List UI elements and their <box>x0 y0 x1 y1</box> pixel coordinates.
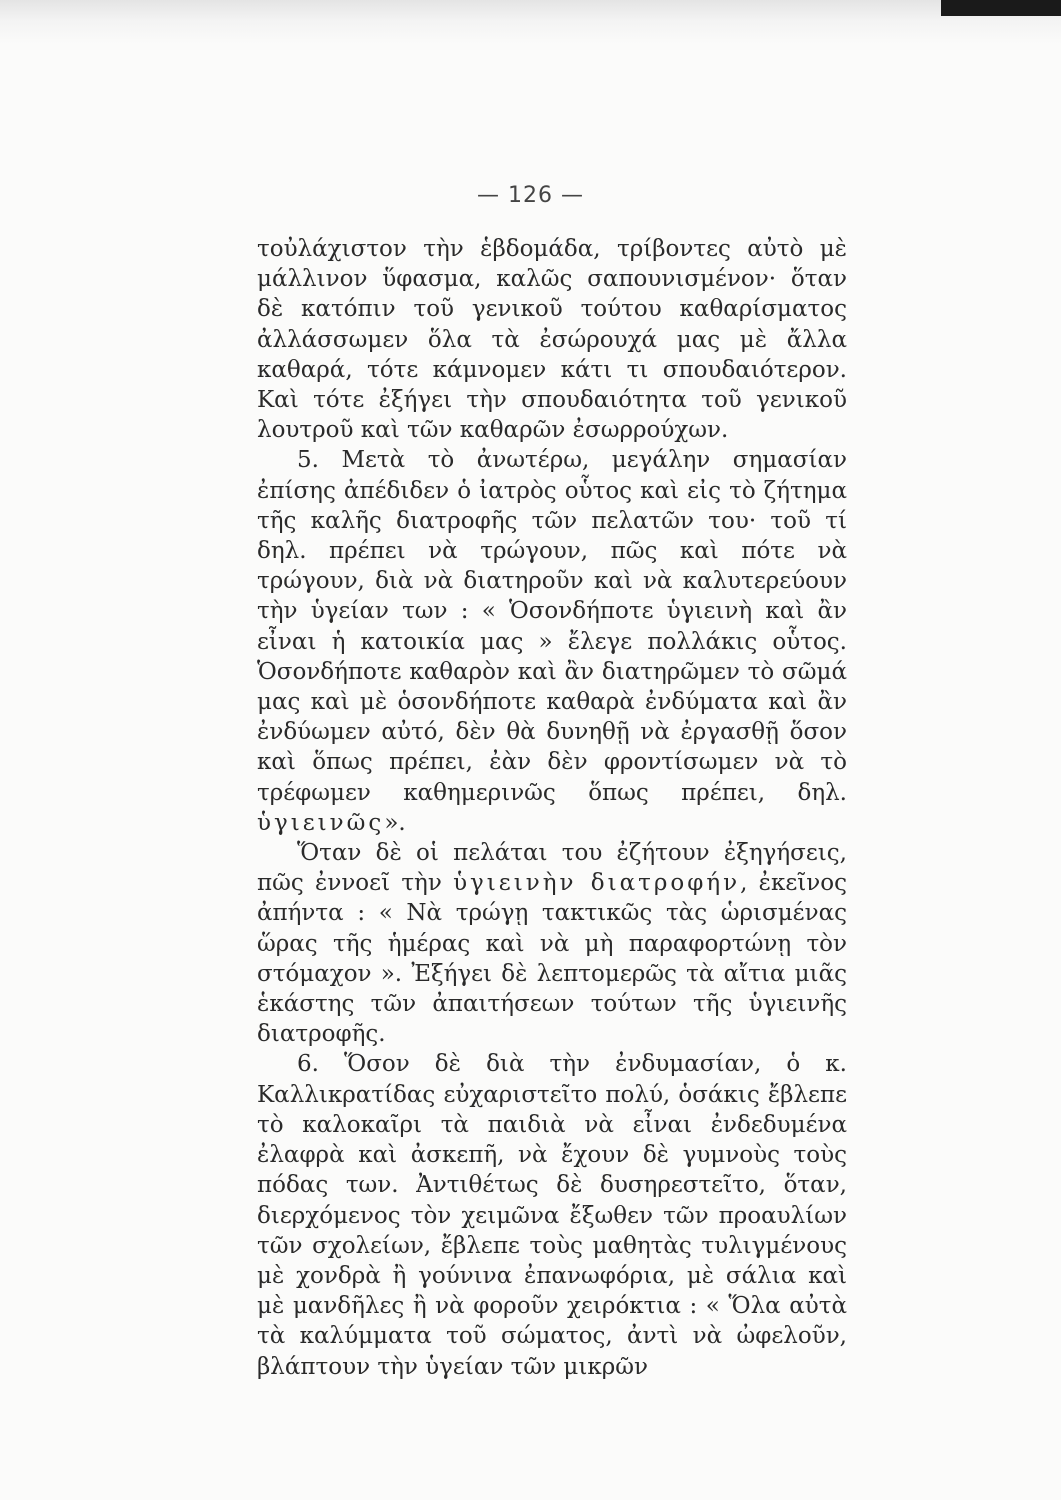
paragraph-1: τοὐλάχιστον τὴν ἑβδομάδα, τρίβοντες αὐτὸ μὲ μάλλινον ὕφασμα, καλῶς σαπουνισμένον· ὅταν δὲ κατόπιν τοῦ γενικοῦ τούτου καθαρίσματος ἀλλάσσωμεν ὅλα τὰ ἐσώρουχά μας μὲ ἄλλα καθαρά, τότε κάμνομεν κάτι τι σπουδαιότερον. Καὶ τότε ἐξήγει τὴν σπουδαιότητα τοῦ γενικοῦ λουτροῦ καὶ τῶν καθαρῶν ἐσωρρούχων. <box>257 236 847 444</box>
paragraph-3 <box>257 838 847 1049</box>
paragraph-2-part-3: ». <box>384 809 406 836</box>
emphasis-spaced-diet: ὑγιεινὴν διατροφήν <box>453 870 741 897</box>
paragraph-4: 6. Ὅσον δὲ διὰ τὴν ἐνδυμασίαν, ὁ κ. Καλλικρατίδας εὐχαριστεῖτο πολύ, ὁσάκις ἔβλεπε τὸ καλοκαῖρι τὰ παιδιὰ νὰ εἶναι ἐνδεδυμένα ἐλαφρὰ καὶ ἀσκεπῆ, νὰ ἔχουν δὲ γυμνοὺς τοὺς πόδας των. Ἀντιθέτως δὲ δυσηρεστεῖτο, ὅταν, διερχόμενος τὸν χειμῶνα ἔξωθεν τῶν προαυλίων τῶν σχολείων, ἔβλεπε τοὺς μαθητὰς τυλιγμένους μὲ χονδρὰ ἢ γούνινα ἐπανωφόρια, μὲ σάλια καὶ μὲ μανδῆλες ἢ νὰ φοροῦν χειρόκτια : « Ὅλα αὐτὰ τὰ καλύμματα τοῦ σώματος, ἀντὶ νὰ ὠφελοῦν, βλάπτουν τὴν ὑγείαν τῶν μικρῶν <box>257 1051 847 1380</box>
page-number: — 126 — <box>477 183 584 208</box>
paragraph-3-part-1: Ὅταν δὲ οἱ πελάται του ἐζήτουν ἐξηγήσεις, πῶς ἐννοεῖ τὴν <box>257 840 847 897</box>
scan-shadow <box>0 0 1061 44</box>
paragraph-2 <box>257 445 847 838</box>
text-body <box>257 234 847 1382</box>
emphasis-spaced-hygienic: ὑγιεινῶς <box>257 809 385 836</box>
paragraph-3-part-3: , ἐκεῖνος ἀπήντα : « Νὰ τρώγῃ τακτικῶς τὰς ὡρισμένας ὥρας τῆς ἡμέρας καὶ νὰ μὴ παραφορτώνῃ τὸν στόμαχον ». Ἐξήγει δὲ λεπτομερῶς τὰ αἴτια μιᾶς ἑκάστης τῶν ἀπαιτήσεων τούτων τῆς ὑγιεινῆς διατροφῆς. <box>257 870 848 1048</box>
paragraph-2-part-1: 5. Μετὰ τὸ ἀνωτέρω, μεγάλην σημασίαν ἐπίσης ἀπέδιδεν ὁ ἰατρὸς οὗτος καὶ εἰς τὸ ζήτημα τῆς καλῆς διατροφῆς τῶν πελατῶν του· τοῦ τί δηλ. πρέπει νὰ τρώγουν, πῶς καὶ πότε νὰ τρώγουν, διὰ νὰ διατηροῦν καὶ νὰ καλυτερεύουν τὴν ὑγείαν των : « Ὁσονδήποτε ὑγιεινὴ καὶ ἂν εἶναι ἡ κατοικία μας » ἔλεγε πολλάκις οὗτος. Ὁσονδήποτε καθαρὸν καὶ ἂν διατηρῶμεν τὸ σῶμά μας καὶ μὲ ὁσονδήποτε καθαρὰ ἐνδύματα καὶ ἂν ἐνδύωμεν αὐτό, δὲν θὰ δυνηθῇ νὰ ἐργασθῇ ὅσον καὶ ὅπως πρέπει, ἐὰν δὲν φροντίσωμεν νὰ τὸ τρέφωμεν καθημερινῶς ὅπως πρέπει, δηλ. <box>257 447 847 806</box>
scan-edge <box>941 0 1061 16</box>
